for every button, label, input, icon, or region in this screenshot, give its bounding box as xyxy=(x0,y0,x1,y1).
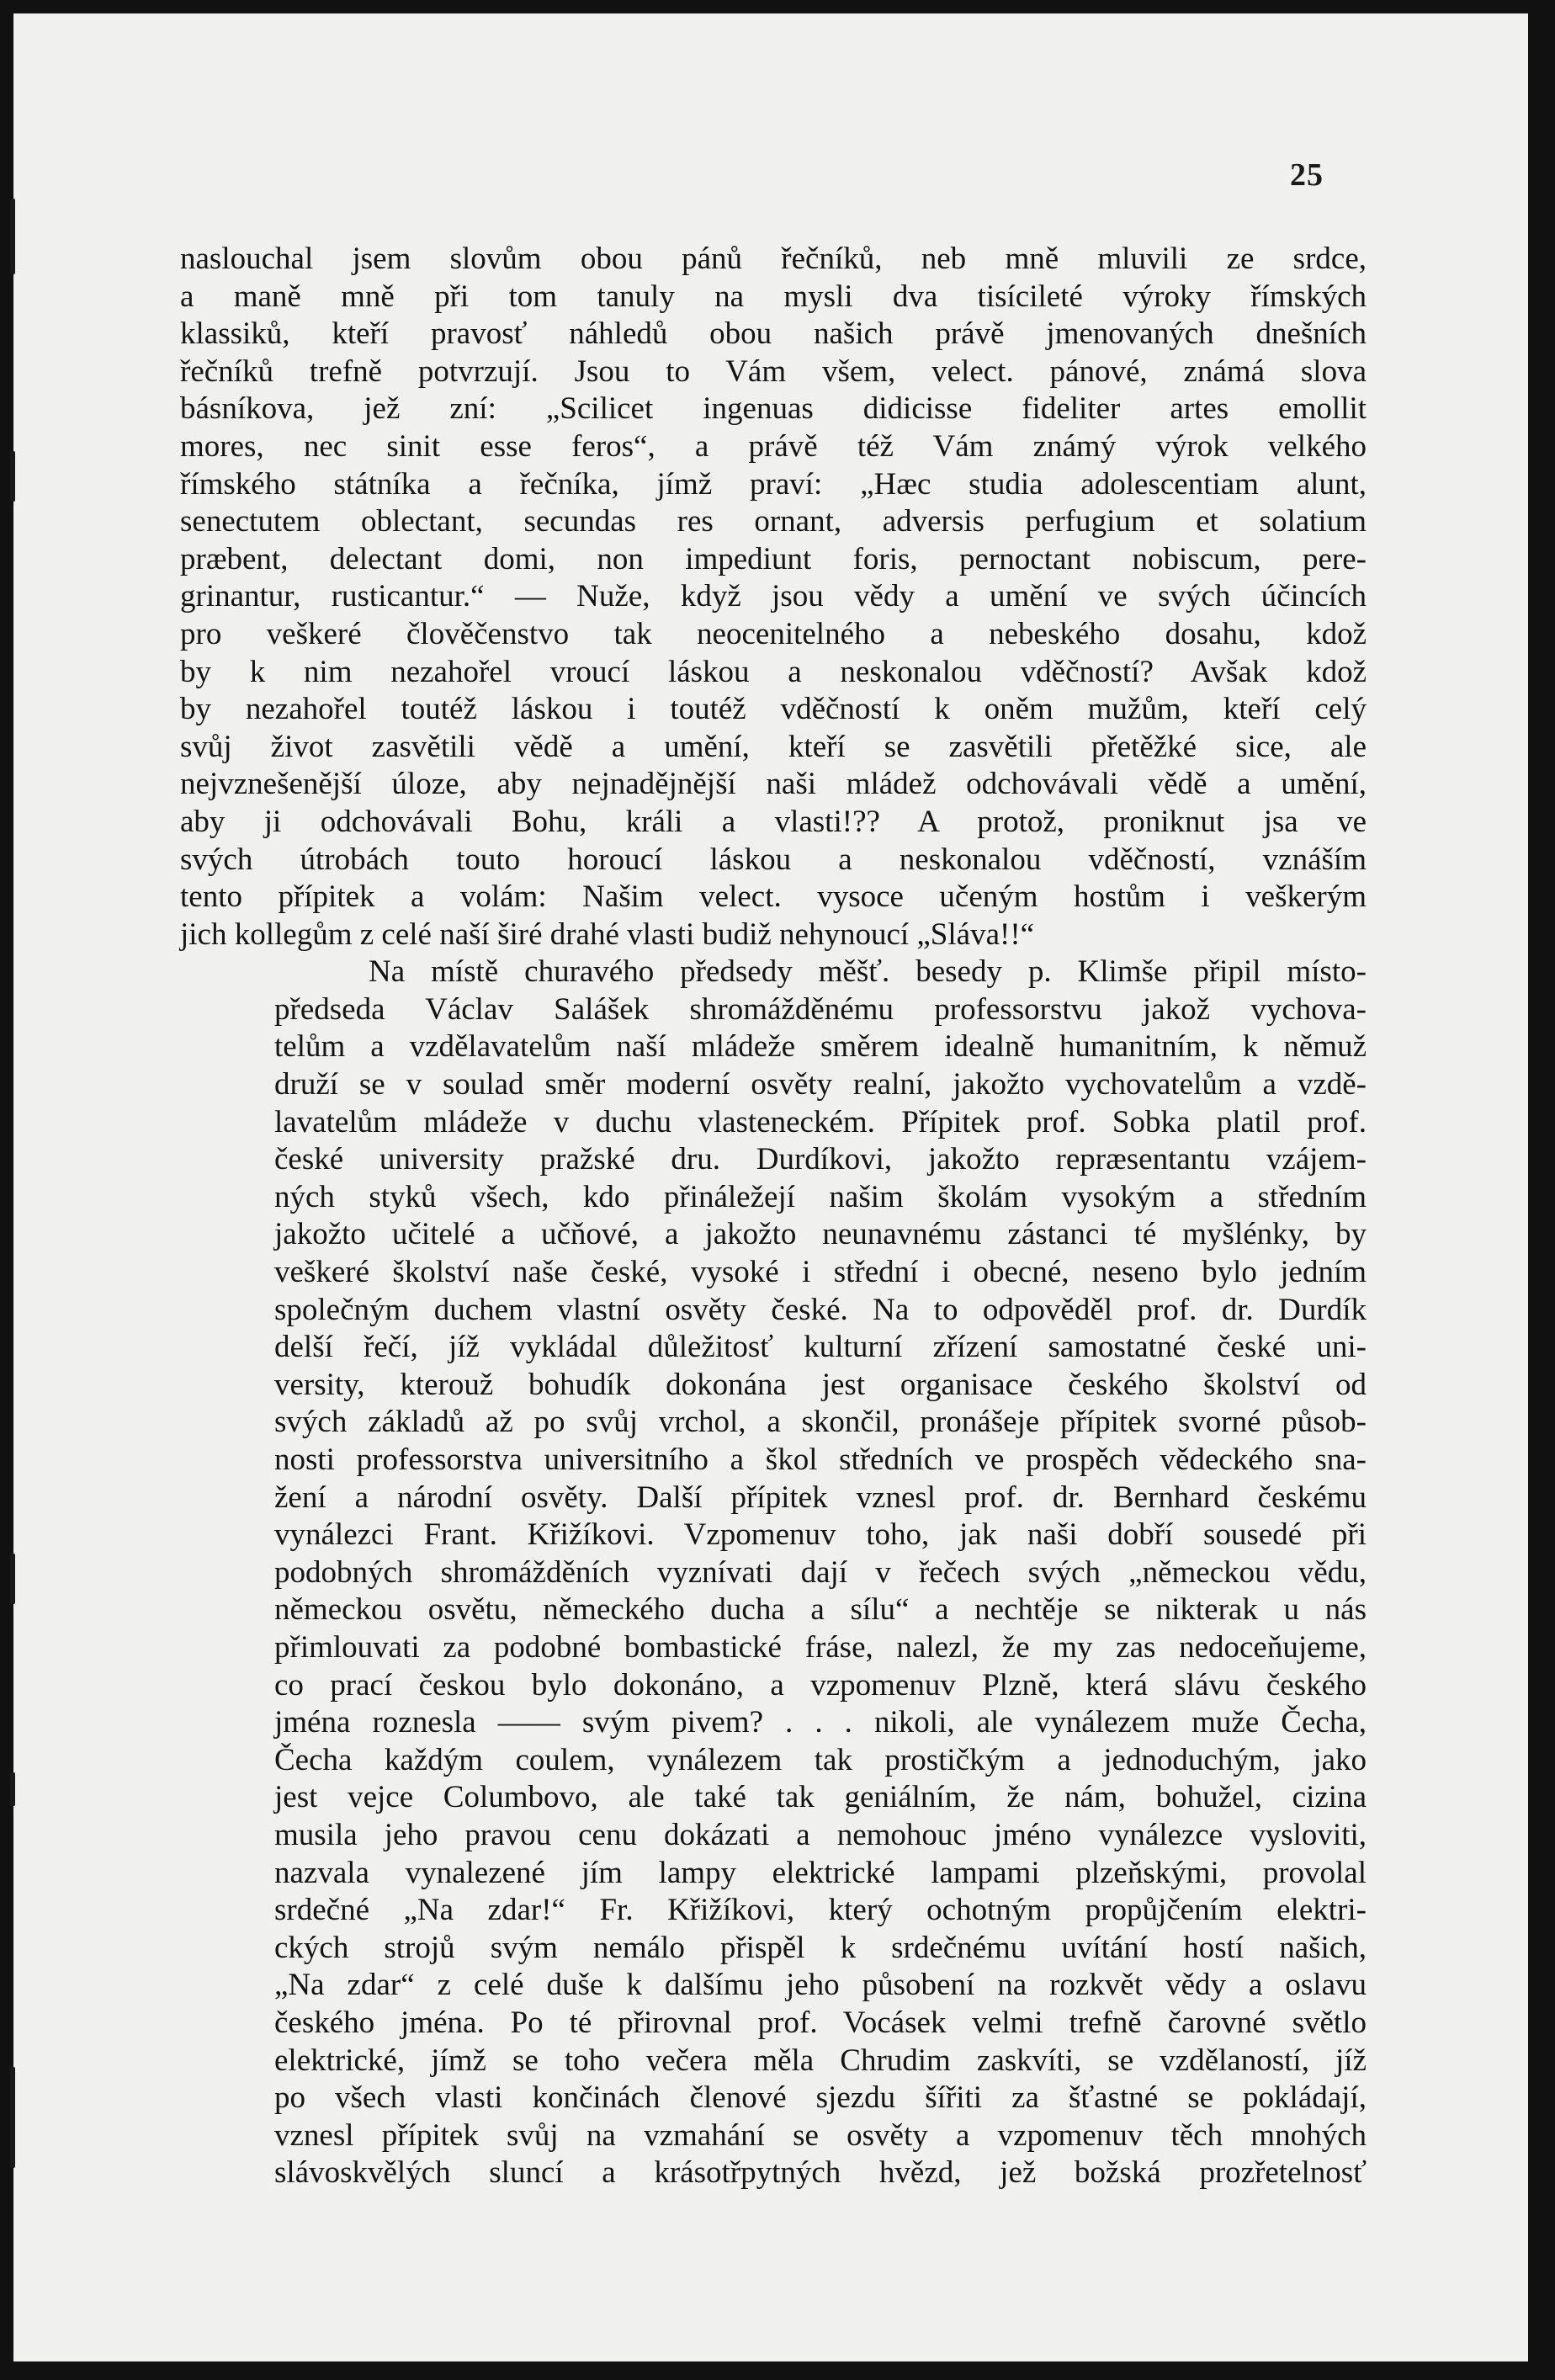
text-line: jakožto učitelé a učňové, a jakožto neunavnému zástanci té myšlénky, by xyxy=(274,1217,1367,1252)
margin-mark xyxy=(10,2067,15,2168)
text-line: naslouchal jsem slovům obou pánů řečníků, neb mně mluvili ze srdce, xyxy=(180,242,1367,276)
text-line: by nezahořel toutéž láskou i toutéž vděčností k oněm mužům, kteří celý xyxy=(180,692,1367,727)
margin-mark xyxy=(10,1554,15,1604)
text-line: veškeré školství naše české, vysoké i střední i obecné, neseno bylo jedním xyxy=(274,1255,1367,1290)
text-line: jména roznesla —— svým pivem? . . . nikoli, ale vynálezem muže Čecha, xyxy=(274,1705,1367,1740)
text-line: druží se v soulad směr moderní osvěty realní, jakožto vychovatelům a vzdě- xyxy=(274,1067,1367,1102)
margin-mark xyxy=(10,1772,15,1806)
text-line: vynálezci Frant. Křižíkovi. Vzpomenuv toho, jak naši dobří sousedé při xyxy=(274,1517,1367,1553)
paragraph xyxy=(180,241,1367,954)
text-line: musila jeho pravou cenu dokázati a nemohouc jméno vynálezce vysloviti, xyxy=(274,1817,1367,1852)
text-line: žení a národní osvěty. Další přípitek vznesl prof. dr. Bernhard českému xyxy=(274,1480,1367,1515)
text-line: jest vejce Columbovo, ale také tak geniálním, že nám, bohužel, cizina xyxy=(274,1780,1367,1815)
text-line: delší řečí, jíž vykládal důležitosť kulturní zřízení samostatné české uni- xyxy=(274,1330,1367,1365)
text-line: pro veškeré člověčenstvo tak neocenitelného a nebeského dosahu, kdož xyxy=(180,616,1367,651)
text-line: nazvala vynalezené jím lampy elektrické lampami plzeňskými, provolal xyxy=(274,1855,1367,1890)
text-line: svých základů až po svůj vrchol, a skončil, pronášeje přípitek svorné působ- xyxy=(274,1405,1367,1440)
text-line: klassiků, kteří pravosť náhledů obou našich právě jmenovaných dnešních xyxy=(180,316,1367,352)
text-line: aby ji odchovávali Bohu, králi a vlasti!?? A protož, proniknut jsa ve xyxy=(180,804,1367,839)
text-line: „Na zdar“ z celé duše k dalšímu jeho působení na rozkvět vědy a oslavu xyxy=(274,1968,1367,2003)
margin-mark xyxy=(10,199,15,274)
text-line: podobných shromážděních vyznívati dají v řečech svých „německou vědu, xyxy=(274,1554,1367,1590)
text-line: Čecha každým coulem, vynálezem tak prostičkým a jednoduchým, jako xyxy=(274,1742,1367,1777)
text-line: senectutem oblectant, secundas res ornant, adversis perfugium et solatium xyxy=(180,504,1367,539)
text-line: předseda Václav Salášek shromážděnému professorstvu jakož vychova- xyxy=(274,991,1367,1027)
text-line: svých útrobách touto horoucí láskou a neskonalou vděčností, vznáším xyxy=(180,842,1367,877)
paragraph xyxy=(180,954,1367,2192)
text-line: a maně mně při tom tanuly na mysli dva tisícileté výroky římských xyxy=(180,279,1367,314)
text-line: řečníků trefně potvrzují. Jsou to Vám všem, velect. pánové, známá slova xyxy=(180,353,1367,389)
body-text xyxy=(180,241,1367,2192)
text-line: præbent, delectant domi, non impediunt foris, pernoctant nobiscum, pere- xyxy=(180,541,1367,576)
text-line: ckých strojů svým nemálo přispěl k srdečnému uvítání hostí našich, xyxy=(274,1930,1367,1965)
text-line: elektrické, jímž se toho večera měla Chrudim zaskvíti, se vzdělaností, jíž xyxy=(274,2043,1367,2078)
text-line: přimlouvati za podobné bombastické fráse, nalezl, že my zas nedoceňujeme, xyxy=(274,1629,1367,1665)
text-line: versity, kterouž bohudík dokonána jest organisace českého školství od xyxy=(274,1367,1367,1402)
text-line: nejvznešenější úloze, aby nejnadějnější naši mládež odchovávali vědě a umění, xyxy=(180,767,1367,802)
text-line: co prací českou bylo dokonáno, a vzpomenuv Plzně, která slávu českého xyxy=(274,1667,1367,1703)
text-line: společným duchem vlastní osvěty české. Na to odpověděl prof. dr. Durdík xyxy=(274,1292,1367,1327)
text-line: Na místě churavého předsedy měšť. besedy p. Klimše připil místo- xyxy=(369,954,1367,990)
text-line: svůj život zasvětili vědě a umění, kteří se zasvětili přetěžké sice, ale xyxy=(180,729,1367,764)
text-line: básníkova, jež zní: „Scilicet ingenuas didicisse fideliter artes emollit xyxy=(180,391,1367,427)
text-line: ných styků všech, kdo přináležejí našim školám vysokým a středním xyxy=(274,1179,1367,1214)
text-line: jich kollegům z celé naší širé drahé vlasti budiž nehynoucí „Sláva!!“ xyxy=(180,916,1035,952)
text-line: telům a vzdělavatelům naší mládeže směrem idealně humanitním, k němuž xyxy=(274,1029,1367,1065)
text-line: českého jména. Po té přirovnal prof. Vocásek velmi trefně čarovné světlo xyxy=(274,2005,1367,2040)
text-line: římského státníka a řečníka, jímž praví: „Hæc studia adolescentiam alunt, xyxy=(180,466,1367,502)
text-line: grinantur, rusticantur.“ — Nuže, když jsou vědy a umění ve svých účincích xyxy=(180,579,1367,614)
text-line: slávoskvělých sluncí a krásotřpytných hvězd, jež božská prozřetelnosť xyxy=(274,2155,1367,2191)
text-line: srdečné „Na zdar!“ Fr. Křižíkovi, který ochotným propůjčením elektri- xyxy=(274,1893,1367,1928)
text-line: by k nim nezahořel vroucí láskou a neskonalou vděčností? Avšak kdož xyxy=(180,654,1367,689)
book-page xyxy=(13,13,1528,2361)
text-line: po všech vlasti končinách členové sjezdu šířiti za šťastné se pokládají, xyxy=(274,2080,1367,2116)
margin-mark xyxy=(10,451,15,502)
text-line: mores, nec sinit esse feros“, a právě též Vám známý výrok velkého xyxy=(180,428,1367,464)
text-line: nosti professorstva universitního a škol středních ve prospěch vědeckého sna- xyxy=(274,1442,1367,1477)
text-line: tento přípitek a volám: Našim velect. vysoce učeným hostům i veškerým xyxy=(180,879,1367,915)
text-line: české university pražské dru. Durdíkovi, jakožto repræsentantu vzájem- xyxy=(274,1142,1367,1177)
text-line: vznesl přípitek svůj na vzmahání se osvěty a vzpomenuv těch mnohých xyxy=(274,2117,1367,2153)
page-number: 25 xyxy=(1290,157,1324,193)
text-line: německou osvětu, německého ducha a sílu“ a nechtěje se nikterak u nás xyxy=(274,1592,1367,1628)
text-line: lavatelům mládeže v duchu vlasteneckém. Přípitek prof. Sobka platil prof. xyxy=(274,1104,1367,1140)
